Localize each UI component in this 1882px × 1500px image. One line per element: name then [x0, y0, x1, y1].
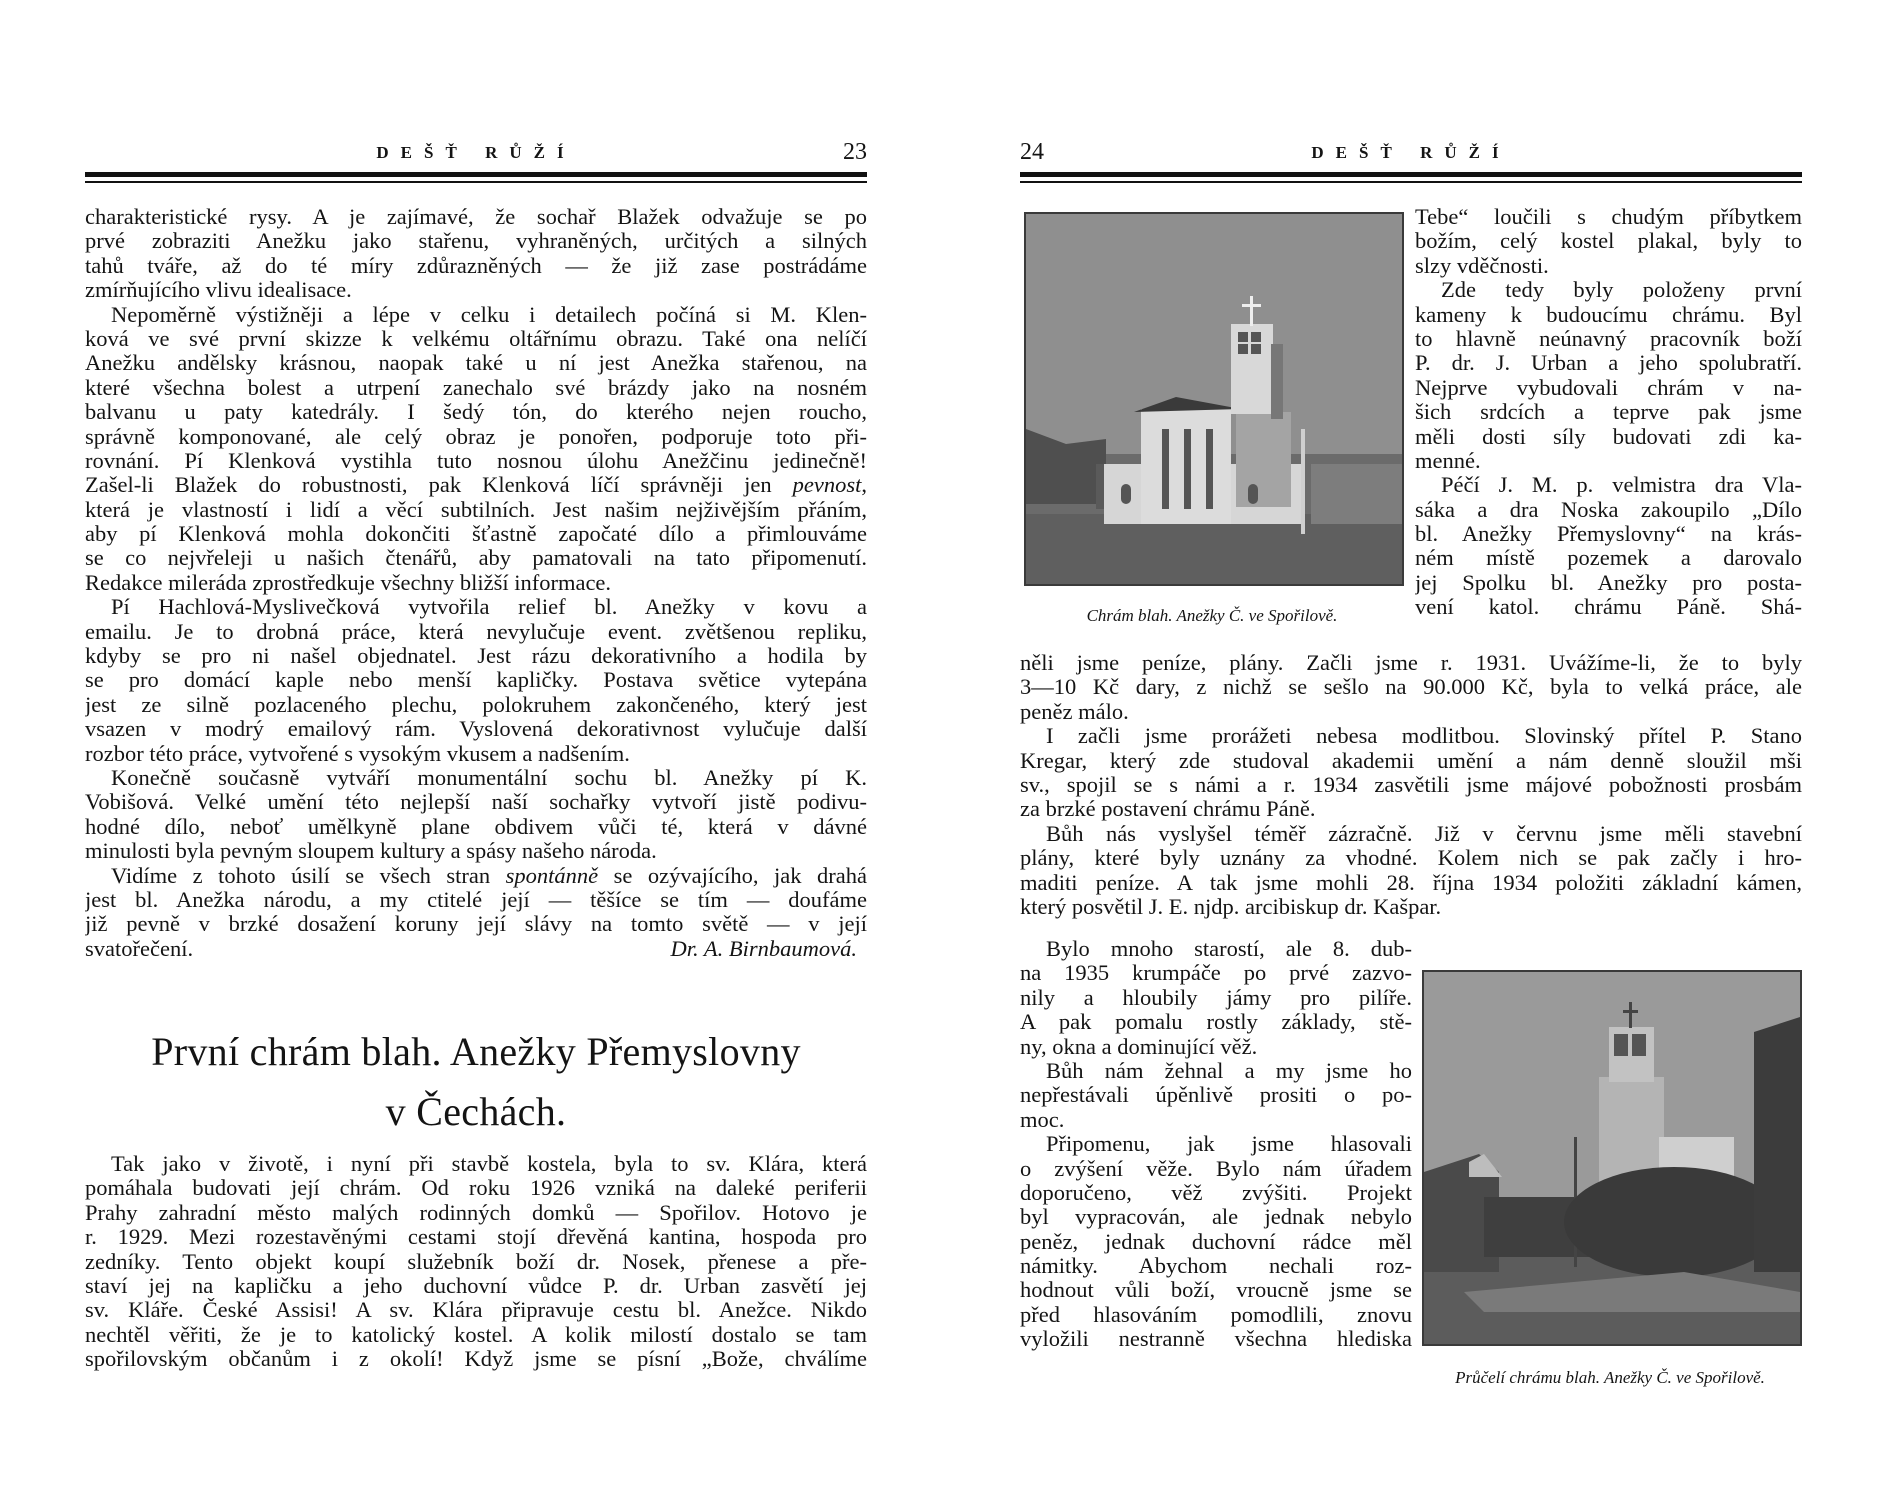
text-line	[1415, 571, 1802, 595]
line-text: jest bl. Anežka národu, a my ctitelé její — těšíce se tím — doufáme	[85, 887, 867, 912]
text-line	[85, 546, 867, 570]
line-text: který posvětil J. E. njdp. arcibiskup dr. Kašpar.	[1020, 894, 1442, 919]
text-line	[1020, 1254, 1412, 1278]
text-line	[1020, 1181, 1412, 1205]
text-line	[1020, 1230, 1412, 1254]
line-text: peněz málo.	[1020, 699, 1129, 724]
text-line	[1020, 700, 1802, 724]
text-line	[1415, 205, 1802, 229]
text-line	[1020, 871, 1802, 895]
text-line	[85, 717, 867, 741]
line-text: hodné dílo, neboť umělkyně plane obdivem vůči té, která v dávné	[85, 814, 867, 839]
line-text: Tebe“ loučili s chudým příbytkem	[1415, 205, 1802, 229]
text-line	[1020, 822, 1802, 846]
text-line	[1415, 376, 1802, 400]
text-line	[85, 668, 867, 692]
text-line	[85, 1225, 867, 1249]
text-line	[1020, 961, 1412, 985]
emphasized-text: spontánně	[505, 863, 599, 888]
text-line	[85, 1323, 867, 1347]
text-line	[1020, 1108, 1412, 1132]
line-text: nily a hloubily jámy pro pilíře.	[1020, 985, 1412, 1010]
line-text: Tak jako v životě, i nyní při stavbě kostela, byla to sv. Klára, která	[111, 1152, 867, 1176]
church-photo-image	[1026, 214, 1402, 584]
line-text: prvé zobraziti Anežku jako stařenu, vyhraněných, určitých a silných	[85, 229, 867, 254]
text-line	[1020, 675, 1802, 699]
line-text: Nepoměrně výstižněji a lépe v celku i detailech počíná si M. Klen-	[111, 302, 867, 327]
line-text: se pro domácí kaple nebo menší kapličky. Postava světice vytepána	[85, 668, 867, 693]
line-text: Zašel-li Blažek do robustnosti, pak Klenková líčí správněji jen	[85, 473, 793, 498]
author-signature: Dr. A. Birnbaumová.	[670, 936, 857, 961]
text-line	[1020, 937, 1412, 961]
text-line	[1020, 797, 1802, 821]
line-text: maditi peníze. A tak jsme mohli 28. října 1934 položiti základní kámen,	[1020, 870, 1802, 895]
text-line	[85, 400, 867, 424]
emphasized-text: pevnost	[792, 473, 862, 498]
text-line	[85, 1298, 867, 1322]
article-body	[85, 1152, 867, 1372]
page-number: 24	[1020, 139, 1044, 165]
line-text: za brzké postavení chrámu Páně.	[1020, 797, 1316, 822]
text-line	[1020, 724, 1802, 748]
line-text: A pak pomalu rostly základy, stě-	[1020, 1010, 1412, 1035]
line-text: která je vlastností i lidí a věcí subtilních. Jest našim nejživějším přáním,	[85, 497, 867, 522]
line-text: vyložili nestranně všechna hlediska	[1020, 1327, 1412, 1352]
text-line	[1415, 425, 1802, 449]
line-text: charakteristické rysy. A je zajímavé, že sochař Blažek odvažuje se po	[85, 205, 867, 229]
text-line	[1020, 1327, 1412, 1351]
line-text: Bůh nám žehnal a my jsme ho	[1046, 1058, 1412, 1083]
article-title-line-1: První chrám blah. Anežky Přemyslovny	[151, 1029, 801, 1074]
text-line	[85, 888, 867, 912]
line-text: tahů tváře, až do té míry zdůrazněných — že již zase postrádáme	[85, 253, 867, 278]
line-text: Bylo mnoho starostí, ale 8. dub-	[1046, 937, 1412, 961]
text-line	[1020, 1035, 1412, 1059]
text-line	[85, 790, 867, 814]
text-line	[85, 742, 867, 766]
line-text: moc.	[1020, 1107, 1065, 1132]
line-text: peněz, jednak duchovní rádce měl	[1020, 1229, 1412, 1254]
line-text: Vidíme z tohoto úsilí se všech stran	[111, 863, 506, 888]
line-text: na 1935 krumpáče po prvé zazvo-	[1020, 961, 1412, 986]
line-text: ném místě pozemek a darovalo	[1415, 546, 1802, 571]
line-text: Konečně současně vytváří monumentální sochu bl. Anežky pí K.	[111, 765, 867, 790]
journal-title: DEŠŤ RŮŽÍ	[1311, 143, 1511, 162]
line-text: svatořečení.	[85, 936, 194, 961]
text-line	[1415, 449, 1802, 473]
line-text: kameny k budoucímu chrámu. Byl	[1415, 302, 1802, 327]
figure-caption-2: Průčelí chrámu blah. Anežky Č. ve Spořilově.	[1455, 1368, 1765, 1387]
line-text: se co nejvřeleji u našich čtenářů, aby pamatovali na tato připomenutí.	[85, 546, 867, 571]
line-text: r. 1929. Mezi rozestavěnými cestami stojí dřevěná kantina, hospoda pro	[85, 1225, 867, 1250]
figure-church-photo	[1024, 212, 1404, 586]
line-text: šich srdcích a teprve pak jsme	[1415, 400, 1802, 425]
line-text: Anežku andělsky krásnou, naopak také u ní jest Anežka stařenou, na	[85, 351, 867, 376]
text-line	[85, 254, 867, 278]
page-number: 23	[843, 139, 867, 165]
line-text: ny, okna a dominující věž.	[1020, 1034, 1258, 1059]
line-text-after: ,	[861, 473, 867, 498]
text-line	[85, 571, 867, 595]
line-text: nechtěl věřiti, že je to katolický kostel. A kolik milostí dostalo se tam	[85, 1322, 867, 1347]
text-line	[85, 693, 867, 717]
line-text: vsazen v modrý emailový rám. Vyslovená dekorativnost vylučuje další	[85, 717, 867, 742]
journal-title: DEŠŤ RŮŽÍ	[376, 143, 576, 162]
running-head	[1020, 139, 1802, 173]
header-rule-thin	[85, 181, 867, 183]
text-line	[1020, 895, 1802, 919]
header-rule-thick	[85, 172, 867, 177]
text-line	[85, 1176, 867, 1200]
text-line	[85, 1152, 867, 1176]
text-line	[1415, 473, 1802, 497]
header-rule-thick	[1020, 172, 1802, 177]
line-text: něli jsme peníze, plány. Začli jsme r. 1931. Uvážíme-li, že to byly	[1020, 651, 1802, 675]
text-line	[85, 912, 867, 936]
line-text: to hlavně neúnavný pracovník boží	[1415, 326, 1802, 351]
text-line	[85, 1347, 867, 1371]
line-text: Prahy zahradní město malých rodinných domků — Spořilov. Hotovo je	[85, 1200, 867, 1225]
text-line	[1415, 351, 1802, 375]
line-text: pomáhala budovati její chrám. Od roku 1926 vzniká na daleké periferii	[85, 1176, 867, 1201]
line-text: již pevně v brzké dosažení koruny její slávy na tomto světě — v její	[85, 912, 867, 937]
text-line	[85, 1201, 867, 1225]
text-line	[1415, 522, 1802, 546]
text-line	[1020, 1303, 1412, 1327]
line-text: božím, celý kostel plakal, byly to	[1415, 229, 1802, 254]
line-text: emailu. Je to drobná práce, která nevylučuje event. zvětšenou repliku,	[85, 619, 867, 644]
line-text: zmírňujícího vlivu idealisace.	[85, 278, 352, 303]
text-line	[85, 303, 867, 327]
line-text: 3—10 Kč dary, z nichž se sešlo na 90.000 Kč, byla to velká práce, ale	[1020, 675, 1802, 700]
line-text: Bůh nás vyslyšel téměř zázračně. Již v červnu jsme měli stavební	[1046, 821, 1802, 846]
text-line	[1415, 254, 1802, 278]
text-line	[1020, 749, 1802, 773]
text-line	[85, 815, 867, 839]
line-text: sv., spojil se s námi a r. 1934 zasvětili jsme májové pobožnosti prosbám	[1020, 772, 1802, 797]
text-line	[1020, 651, 1802, 675]
text-line	[1415, 400, 1802, 424]
text-line	[85, 766, 867, 790]
church-front-photo-image	[1424, 972, 1800, 1344]
text-line	[1020, 986, 1412, 1010]
text-line	[85, 351, 867, 375]
text-line	[85, 864, 867, 888]
text-line	[85, 473, 867, 497]
text-line	[85, 595, 867, 619]
text-line	[85, 620, 867, 644]
line-text: bl. Anežky Přemyslovny“ na krás-	[1415, 522, 1802, 547]
line-text: zedníky. Tento objekt koupí služebník boží dr. Nosek, přenese a pře-	[85, 1249, 867, 1274]
line-text: kdyby se pro ni našel objednatel. Jest rázu dekorativního a hodila by	[85, 644, 867, 669]
line-text: Připomenu, jak jsme hlasovali	[1046, 1132, 1412, 1157]
text-line	[85, 522, 867, 546]
line-text: balvanu u paty katedrály. I šedý tón, do kterého nejen roucho,	[85, 400, 867, 425]
text-line	[1020, 1157, 1412, 1181]
line-text: slzy vděčnosti.	[1415, 253, 1549, 278]
line-text: Redakce mileráda zprostředkuje všechny bližší informace.	[85, 570, 612, 595]
line-text: ková ve své první skizze k velkému oltářnímu obrazu. Také ona nelíčí	[85, 326, 867, 351]
text-line	[85, 449, 867, 473]
text-column-beside-figure-2	[1020, 937, 1412, 1352]
text-line	[1415, 278, 1802, 302]
line-text: menné.	[1415, 448, 1481, 473]
line-text: Kregar, který zde studoval akademii umění a nám denně sloužil mši	[1020, 748, 1802, 773]
text-column-beside-figure-1	[1415, 205, 1802, 620]
text-line	[1415, 498, 1802, 522]
line-text: jest ze silně pozlaceného plechu, polokruhem zakončeného, který jest	[85, 692, 867, 717]
text-line	[85, 229, 867, 253]
line-text: hodnout vůli boží, vroucně jsme se	[1020, 1278, 1412, 1303]
text-line	[1020, 1059, 1412, 1083]
line-text: spořilovským občanům i z okolí! Když jsme se písní „Bože, chválíme	[85, 1347, 867, 1372]
text-line	[85, 376, 867, 400]
text-line	[85, 278, 867, 302]
text-line	[1020, 1278, 1412, 1302]
text-line	[1415, 595, 1802, 619]
text-line	[85, 327, 867, 351]
line-text: rozbor této práce, vytvořené s vysokým vkusem a nadšením.	[85, 741, 630, 766]
text-line	[85, 644, 867, 668]
line-text: Nejprve vybudovali chrám v na-	[1415, 375, 1802, 400]
line-text: Pí Hachlová-Myslivečková vytvořila relief bl. Anežky v kovu a	[111, 595, 867, 620]
text-line	[85, 1250, 867, 1274]
line-text: jej Spolku bl. Anežky pro posta-	[1415, 570, 1802, 595]
line-text: aby pí Klenková mohla dokončiti šťastně započaté dílo a přimlouváme	[85, 522, 867, 547]
text-line	[85, 205, 867, 229]
line-text: Zde tedy byly položeny první	[1441, 278, 1802, 303]
article-body-previous	[85, 205, 867, 961]
text-line	[1020, 1010, 1412, 1034]
text-line	[1020, 1083, 1412, 1107]
text-line	[1020, 1132, 1412, 1156]
line-text: které všechna bolest a utrpení zanechalo své brázdy jako na nosném	[85, 375, 867, 400]
line-text: Vobišová. Velké umění této nejlepší naší sochařky vytvoří jistě podivu-	[85, 790, 867, 815]
line-text: před hlasováním pomodlili, znovu	[1020, 1302, 1412, 1327]
line-text: plány, které byly uznány za vhodné. Kolem nich se pak začly i hro-	[1020, 846, 1802, 871]
text-line	[85, 1274, 867, 1298]
line-text: staví jej na kapličku a jeho duchovní vůdce P. dr. Urban zasvětí jej	[85, 1273, 867, 1298]
text-line	[1020, 846, 1802, 870]
figure-church-front-photo	[1422, 970, 1802, 1346]
page-24	[1020, 0, 1802, 1500]
line-text: Péčí J. M. p. velmistra dra Vla-	[1441, 473, 1802, 498]
page-23	[85, 0, 867, 1500]
header-rule-thin	[1020, 181, 1802, 183]
text-line	[1020, 1205, 1412, 1229]
text-line	[1415, 546, 1802, 570]
figure-caption-1: Chrám blah. Anežky Č. ve Spořilově.	[1086, 606, 1338, 625]
line-text: P. dr. J. Urban a jeho spolubratří.	[1415, 351, 1802, 376]
text-line	[85, 937, 867, 961]
line-text-after: se ozývajícího, jak drahá	[598, 863, 867, 888]
line-text: námitky. Abychom nechali roz-	[1020, 1254, 1412, 1279]
line-text: správně komponované, ale celý obraz je ponořen, podporuje toto při-	[85, 424, 867, 449]
line-text: doporučeno, věž zvýšiti. Projekt	[1020, 1180, 1412, 1205]
text-line	[1020, 773, 1802, 797]
running-head	[85, 139, 867, 173]
line-text: minulosti byla pevným sloupem kultury a spásy našeho národa.	[85, 839, 657, 864]
text-line	[1415, 229, 1802, 253]
text-line	[85, 498, 867, 522]
text-line	[85, 839, 867, 863]
line-text: vení katol. chrámu Páně. Shá-	[1415, 595, 1802, 620]
article-title-line-2: v Čechách.	[385, 1089, 567, 1134]
text-line	[1415, 327, 1802, 351]
text-line	[85, 425, 867, 449]
text-line	[1415, 303, 1802, 327]
line-text: sv. Kláře. České Assisi! A sv. Klára připravuje cestu bl. Anežce. Nikdo	[85, 1298, 867, 1323]
line-text: nepřestávali úpěnlivě prositi o po-	[1020, 1083, 1412, 1108]
line-text: sáka a dra Noska zakoupilo „Dílo	[1415, 497, 1802, 522]
text-full-width	[1020, 651, 1802, 919]
line-text: byl vypracován, ale jednak nebylo	[1020, 1205, 1412, 1230]
line-text: o zvýšení věže. Bylo nám úřadem	[1020, 1156, 1412, 1181]
line-text: I začli jsme prorážeti nebesa modlitbou. Slovinský přítel P. Stano	[1046, 724, 1802, 749]
line-text: měli dosti síly budovati zdi ka-	[1415, 424, 1802, 449]
line-text: rovnání. Pí Klenková vystihla tuto nosnou úlohu Anežčinu jedinečně!	[85, 448, 867, 473]
